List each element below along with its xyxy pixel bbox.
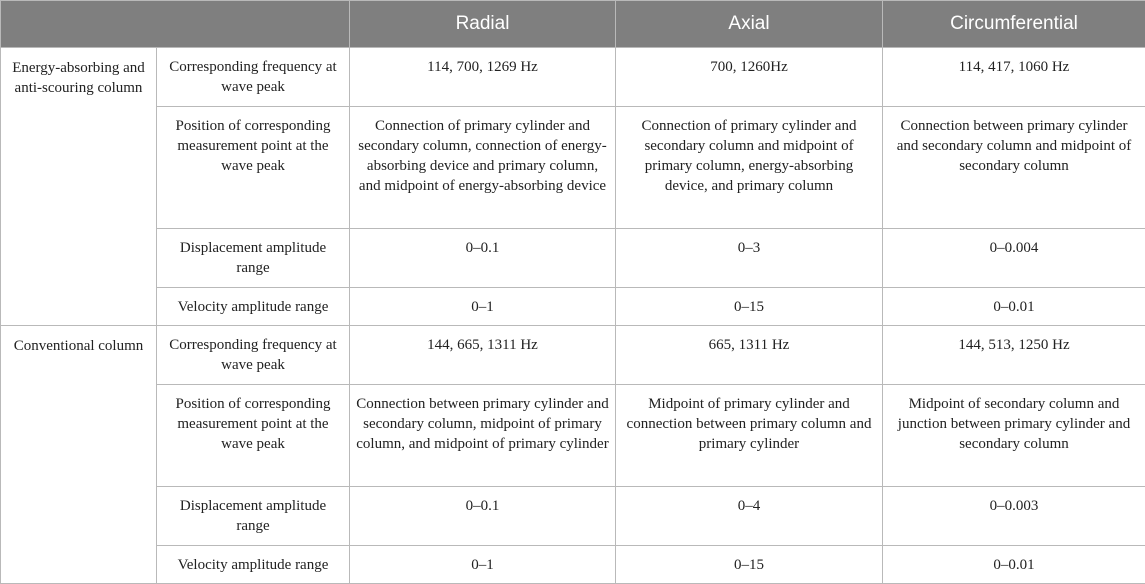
- cell-circumferential: 0–0.01: [883, 288, 1145, 326]
- cell-axial: 665, 1311 Hz: [616, 326, 883, 385]
- row-label: Corresponding frequency at wave peak: [157, 48, 350, 107]
- cell-circumferential: 0–0.004: [883, 229, 1145, 288]
- cell-axial: 0–3: [616, 229, 883, 288]
- header-axial: Axial: [616, 1, 883, 48]
- cell-axial: 700, 1260Hz: [616, 48, 883, 107]
- cell-radial: 0–0.1: [350, 487, 616, 546]
- cell-circumferential: 144, 513, 1250 Hz: [883, 326, 1145, 385]
- cell-radial: 0–1: [350, 546, 616, 584]
- cell-circumferential: 0–0.01: [883, 546, 1145, 584]
- row-label: Displacement amplitude range: [157, 487, 350, 546]
- table-row: [1, 229, 1145, 288]
- header-radial: Radial: [350, 1, 616, 48]
- cell-radial: Connection between primary cylinder and secondary column, midpoint of primary column, and midpoint of primary cylinder: [350, 385, 616, 487]
- cell-radial: 0–1: [350, 288, 616, 326]
- row-label: Position of corresponding measurement point at the wave peak: [157, 385, 350, 487]
- cell-radial: Connection of primary cylinder and secondary column, connection of energy-absorbing device and primary column, and midpoint of energy-absorbing device: [350, 107, 616, 229]
- cell-circumferential: 114, 417, 1060 Hz: [883, 48, 1145, 107]
- cell-axial: Midpoint of primary cylinder and connection between primary column and primary cylinder: [616, 385, 883, 487]
- table-row: [1, 326, 1145, 385]
- table-row: [1, 288, 1145, 326]
- cell-axial: 0–15: [616, 546, 883, 584]
- header-circumferential: Circumferential: [883, 1, 1145, 48]
- cell-axial: 0–4: [616, 487, 883, 546]
- table-row: [1, 107, 1145, 229]
- cell-radial: 0–0.1: [350, 229, 616, 288]
- row-label: Displacement amplitude range: [157, 229, 350, 288]
- table-row: [1, 546, 1145, 584]
- cell-radial: 144, 665, 1311 Hz: [350, 326, 616, 385]
- cell-axial: 0–15: [616, 288, 883, 326]
- table-row: [1, 385, 1145, 487]
- cell-circumferential: 0–0.003: [883, 487, 1145, 546]
- row-label: Position of corresponding measurement point at the wave peak: [157, 107, 350, 229]
- table-row: [1, 48, 1145, 107]
- group-label: Energy-absorbing and anti-scouring column: [1, 48, 157, 326]
- header-blank: [1, 1, 350, 48]
- group-label: Conventional column: [1, 326, 157, 584]
- table-row: [1, 487, 1145, 546]
- row-label: Velocity amplitude range: [157, 546, 350, 584]
- header-row: [1, 1, 1145, 48]
- cell-axial: Connection of primary cylinder and secondary column and midpoint of primary column, energy-absorbing device, and primary column: [616, 107, 883, 229]
- row-label: Corresponding frequency at wave peak: [157, 326, 350, 385]
- cell-radial: 114, 700, 1269 Hz: [350, 48, 616, 107]
- cell-circumferential: Connection between primary cylinder and secondary column and midpoint of secondary column: [883, 107, 1145, 229]
- row-label: Velocity amplitude range: [157, 288, 350, 326]
- cell-circumferential: Midpoint of secondary column and junction between primary cylinder and secondary column: [883, 385, 1145, 487]
